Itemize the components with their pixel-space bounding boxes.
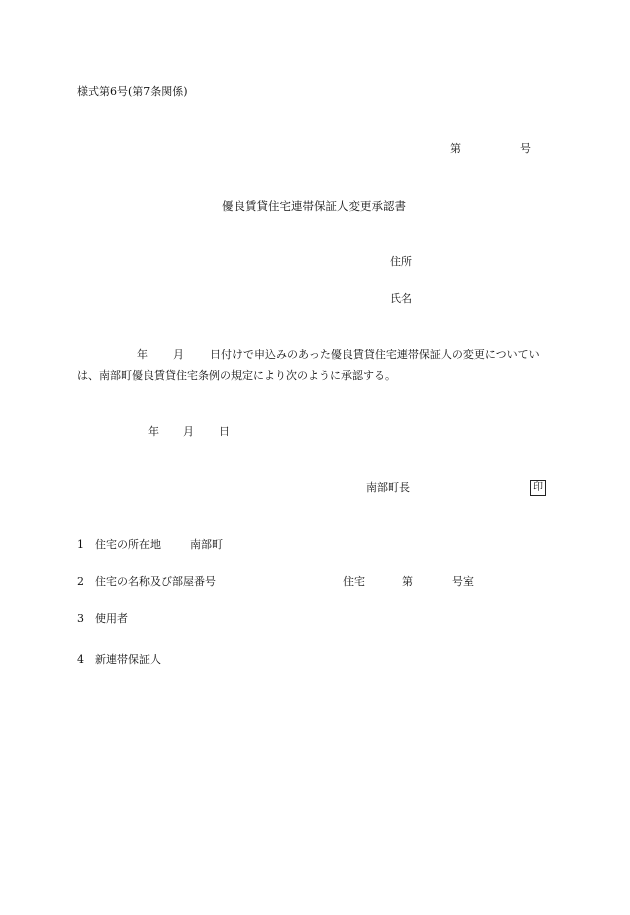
body-line-2: は、南部町優良賃貸住宅条例の規定により次のように承認する。 [77, 369, 396, 382]
document-title: 優良賃貸住宅連帯保証人変更承認書 [222, 199, 406, 213]
item-1-number: 1 [77, 538, 84, 551]
item-2-label: 住宅の名称及び部屋番号 [95, 575, 216, 588]
body-line-1: 日付けで申込みのあった優良賃貸住宅連帯保証人の変更についてい [210, 349, 540, 360]
item-1-value: 南部町 [190, 538, 223, 551]
body-year: 年 [137, 348, 148, 361]
item-3-number: 3 [77, 612, 84, 625]
item-2-jutaku: 住宅 [343, 575, 365, 588]
item-2-goshitsu: 号室 [452, 575, 474, 588]
date-month: 月 [183, 425, 194, 438]
recipient-address-label: 住所 [390, 255, 412, 268]
issuer-title: 南部町長 [366, 481, 410, 494]
item-2-number: 2 [77, 575, 84, 588]
doc-number-prefix: 第 [450, 142, 461, 155]
item-3-label: 使用者 [95, 612, 128, 625]
item-2-dai: 第 [402, 575, 413, 588]
recipient-name-label: 氏名 [390, 292, 412, 305]
date-year: 年 [148, 425, 159, 438]
item-1-label: 住宅の所在地 [95, 538, 161, 551]
form-label: 様式第6号(第7条関係) [77, 85, 188, 98]
seal-mark: 印 [530, 480, 546, 496]
doc-number-suffix: 号 [520, 142, 531, 155]
body-month: 月 [173, 348, 184, 361]
date-day: 日 [219, 425, 230, 438]
item-4-number: 4 [77, 653, 84, 666]
item-4-label: 新連帯保証人 [95, 653, 161, 666]
